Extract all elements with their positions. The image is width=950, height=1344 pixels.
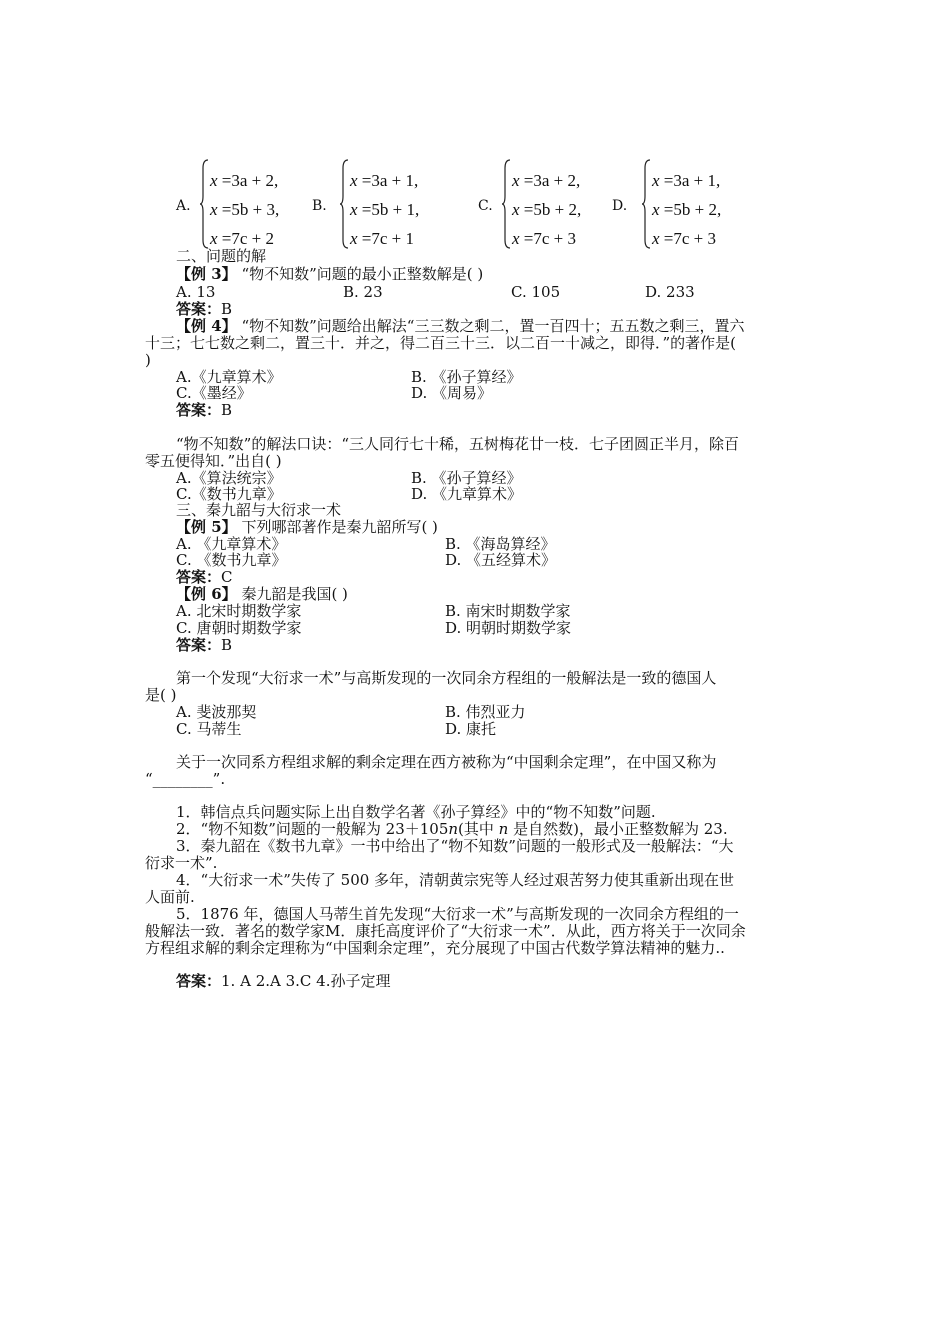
option-b: B. 《海岛算经》 bbox=[445, 535, 556, 553]
system-a bbox=[176, 158, 306, 250]
practice-german-line1: 第一个发现“大衍求一术”与高斯发现的一次同余方程组的一般解法是一致的德国人 bbox=[176, 669, 717, 687]
answer-4: 答案：B bbox=[176, 401, 233, 419]
option-c: C. 《数书九章》 bbox=[176, 551, 287, 569]
option-a: A. 13 bbox=[176, 283, 216, 301]
system-b bbox=[312, 158, 442, 250]
system-c-equations: x =3a + 2, x =5b + 2, x =7c + 3 bbox=[512, 171, 582, 248]
note-5-line1: 5．1876 年，德国人马蒂生首先发现“大衍求一术”与高斯发现的一次同余方程组的一 bbox=[176, 905, 739, 923]
system-d bbox=[612, 158, 742, 250]
option-b: B. 《孙子算经》 bbox=[411, 469, 522, 487]
option-b: B. 南宋时期数学家 bbox=[445, 602, 571, 620]
option-a: A.《九章算术》 bbox=[176, 368, 282, 386]
section2-title: 二、问题的解 bbox=[176, 247, 267, 265]
system-b-equations: x =3a + 1, x =5b + 1, x =7c + 1 bbox=[350, 171, 420, 248]
option-a: A. 北宋时期数学家 bbox=[176, 602, 302, 620]
left-brace-icon bbox=[200, 158, 210, 250]
option-d: D. 233 bbox=[645, 283, 695, 301]
note-5-line2: 般解法一致．著名的数学家M．康托高度评价了“大衍求一术”．从此，西方将关于一次同余 bbox=[145, 922, 746, 940]
option-d: D. 明朝时期数学家 bbox=[445, 619, 572, 637]
example-3-stem: 【例 3】 “物不知数”问题的最小正整数解是( ) bbox=[176, 265, 484, 283]
example-4-line2: 十三；七七数之剩二，置三十．并之，得二百三十三．以二百一十减之，即得．”的著作是( bbox=[145, 334, 737, 352]
note-3-line2: 衍求一术”. bbox=[145, 854, 218, 872]
note-3-line1: 3．秦九韶在《数书九章》一书中给出了“物不知数”问题的一般形式及一般解法：“大 bbox=[176, 837, 734, 855]
option-d: D. 《五经算术》 bbox=[445, 551, 557, 569]
fill-blank-line2: “________”. bbox=[145, 770, 226, 788]
practice-german-line2: 是( ) bbox=[145, 686, 177, 704]
option-d: D. 康托 bbox=[445, 720, 497, 738]
option-a: A. 斐波那契 bbox=[176, 703, 257, 721]
option-c: C.《数书九章》 bbox=[176, 485, 282, 503]
note-1: 1．韩信点兵问题实际上出自数学名著《孙子算经》中的“物不知数”问题. bbox=[176, 803, 656, 821]
practice-koujue-line2: 零五便得知．”出自( ) bbox=[145, 452, 282, 470]
option-d: D. 《周易》 bbox=[411, 384, 493, 402]
option-c: C.《墨经》 bbox=[176, 384, 252, 402]
option-a: A.《算法统宗》 bbox=[176, 469, 282, 487]
example-5-stem: 【例 5】 下列哪部著作是秦九韶所写( ) bbox=[176, 518, 438, 536]
note-4-line2: 人面前. bbox=[145, 888, 195, 906]
system-a-equations: x =3a + 2, x =5b + 3, x =7c + 2 bbox=[210, 171, 280, 248]
option-c: C. 马蒂生 bbox=[176, 720, 242, 738]
section3-title: 三、秦九韶与大衍求一术 bbox=[176, 501, 342, 519]
practice-koujue-line1: “物不知数”的解法口诀：“三人同行七十稀，五树梅花廿一枝．七子团圆正半月，除百 bbox=[176, 435, 740, 453]
system-b-label: B. bbox=[312, 198, 327, 214]
option-a: A. 《九章算术》 bbox=[176, 535, 287, 553]
answer-6: 答案：B bbox=[176, 636, 233, 654]
option-d: D. 《九章算术》 bbox=[411, 485, 523, 503]
fill-blank-line1: 关于一次同系方程组求解的剩余定理在西方被称为“中国剩余定理”，在中国又称为 bbox=[176, 753, 717, 771]
left-brace-icon bbox=[340, 158, 350, 250]
left-brace-icon bbox=[642, 158, 652, 250]
option-b: B. 伟烈亚力 bbox=[445, 703, 526, 721]
option-b: B. 23 bbox=[343, 283, 383, 301]
system-c bbox=[478, 158, 608, 250]
system-d-label: D. bbox=[612, 198, 628, 214]
option-c: C. 105 bbox=[511, 283, 561, 301]
note-2: 2．“物不知数”问题的一般解为 23＋105n(其中 n 是自然数)，最小正整数解为 23. bbox=[176, 820, 728, 838]
option-c: C. 唐朝时期数学家 bbox=[176, 619, 302, 637]
note-4-line1: 4．“大衍求一术”失传了 500 多年，清朝黄宗宪等人经过艰苦努力使其重新出现在世 bbox=[176, 871, 735, 889]
final-answer: 答案：1. A 2.A 3.C 4.孙子定理 bbox=[176, 972, 391, 990]
example-6-stem: 【例 6】 秦九韶是我国( ) bbox=[176, 585, 348, 603]
system-a-label: A. bbox=[176, 198, 191, 214]
left-brace-icon bbox=[502, 158, 512, 250]
system-c-label: C. bbox=[478, 198, 493, 214]
note-5-line3: 方程组求解的剩余定理称为“中国剩余定理”，充分展现了中国古代数学算法精神的魅力.. bbox=[145, 939, 725, 957]
answer-5: 答案：C bbox=[176, 568, 233, 586]
answer-3: 答案：B bbox=[176, 300, 233, 318]
system-d-equations: x =3a + 1, x =5b + 2, x =7c + 3 bbox=[652, 171, 722, 248]
example-4-line3: ) bbox=[145, 351, 151, 369]
example-4-line1: 【例 4】 “物不知数”问题给出解法“三三数之剩二，置一百四十；五五数之剩三，置六 bbox=[176, 317, 745, 335]
option-b: B. 《孙子算经》 bbox=[411, 368, 522, 386]
